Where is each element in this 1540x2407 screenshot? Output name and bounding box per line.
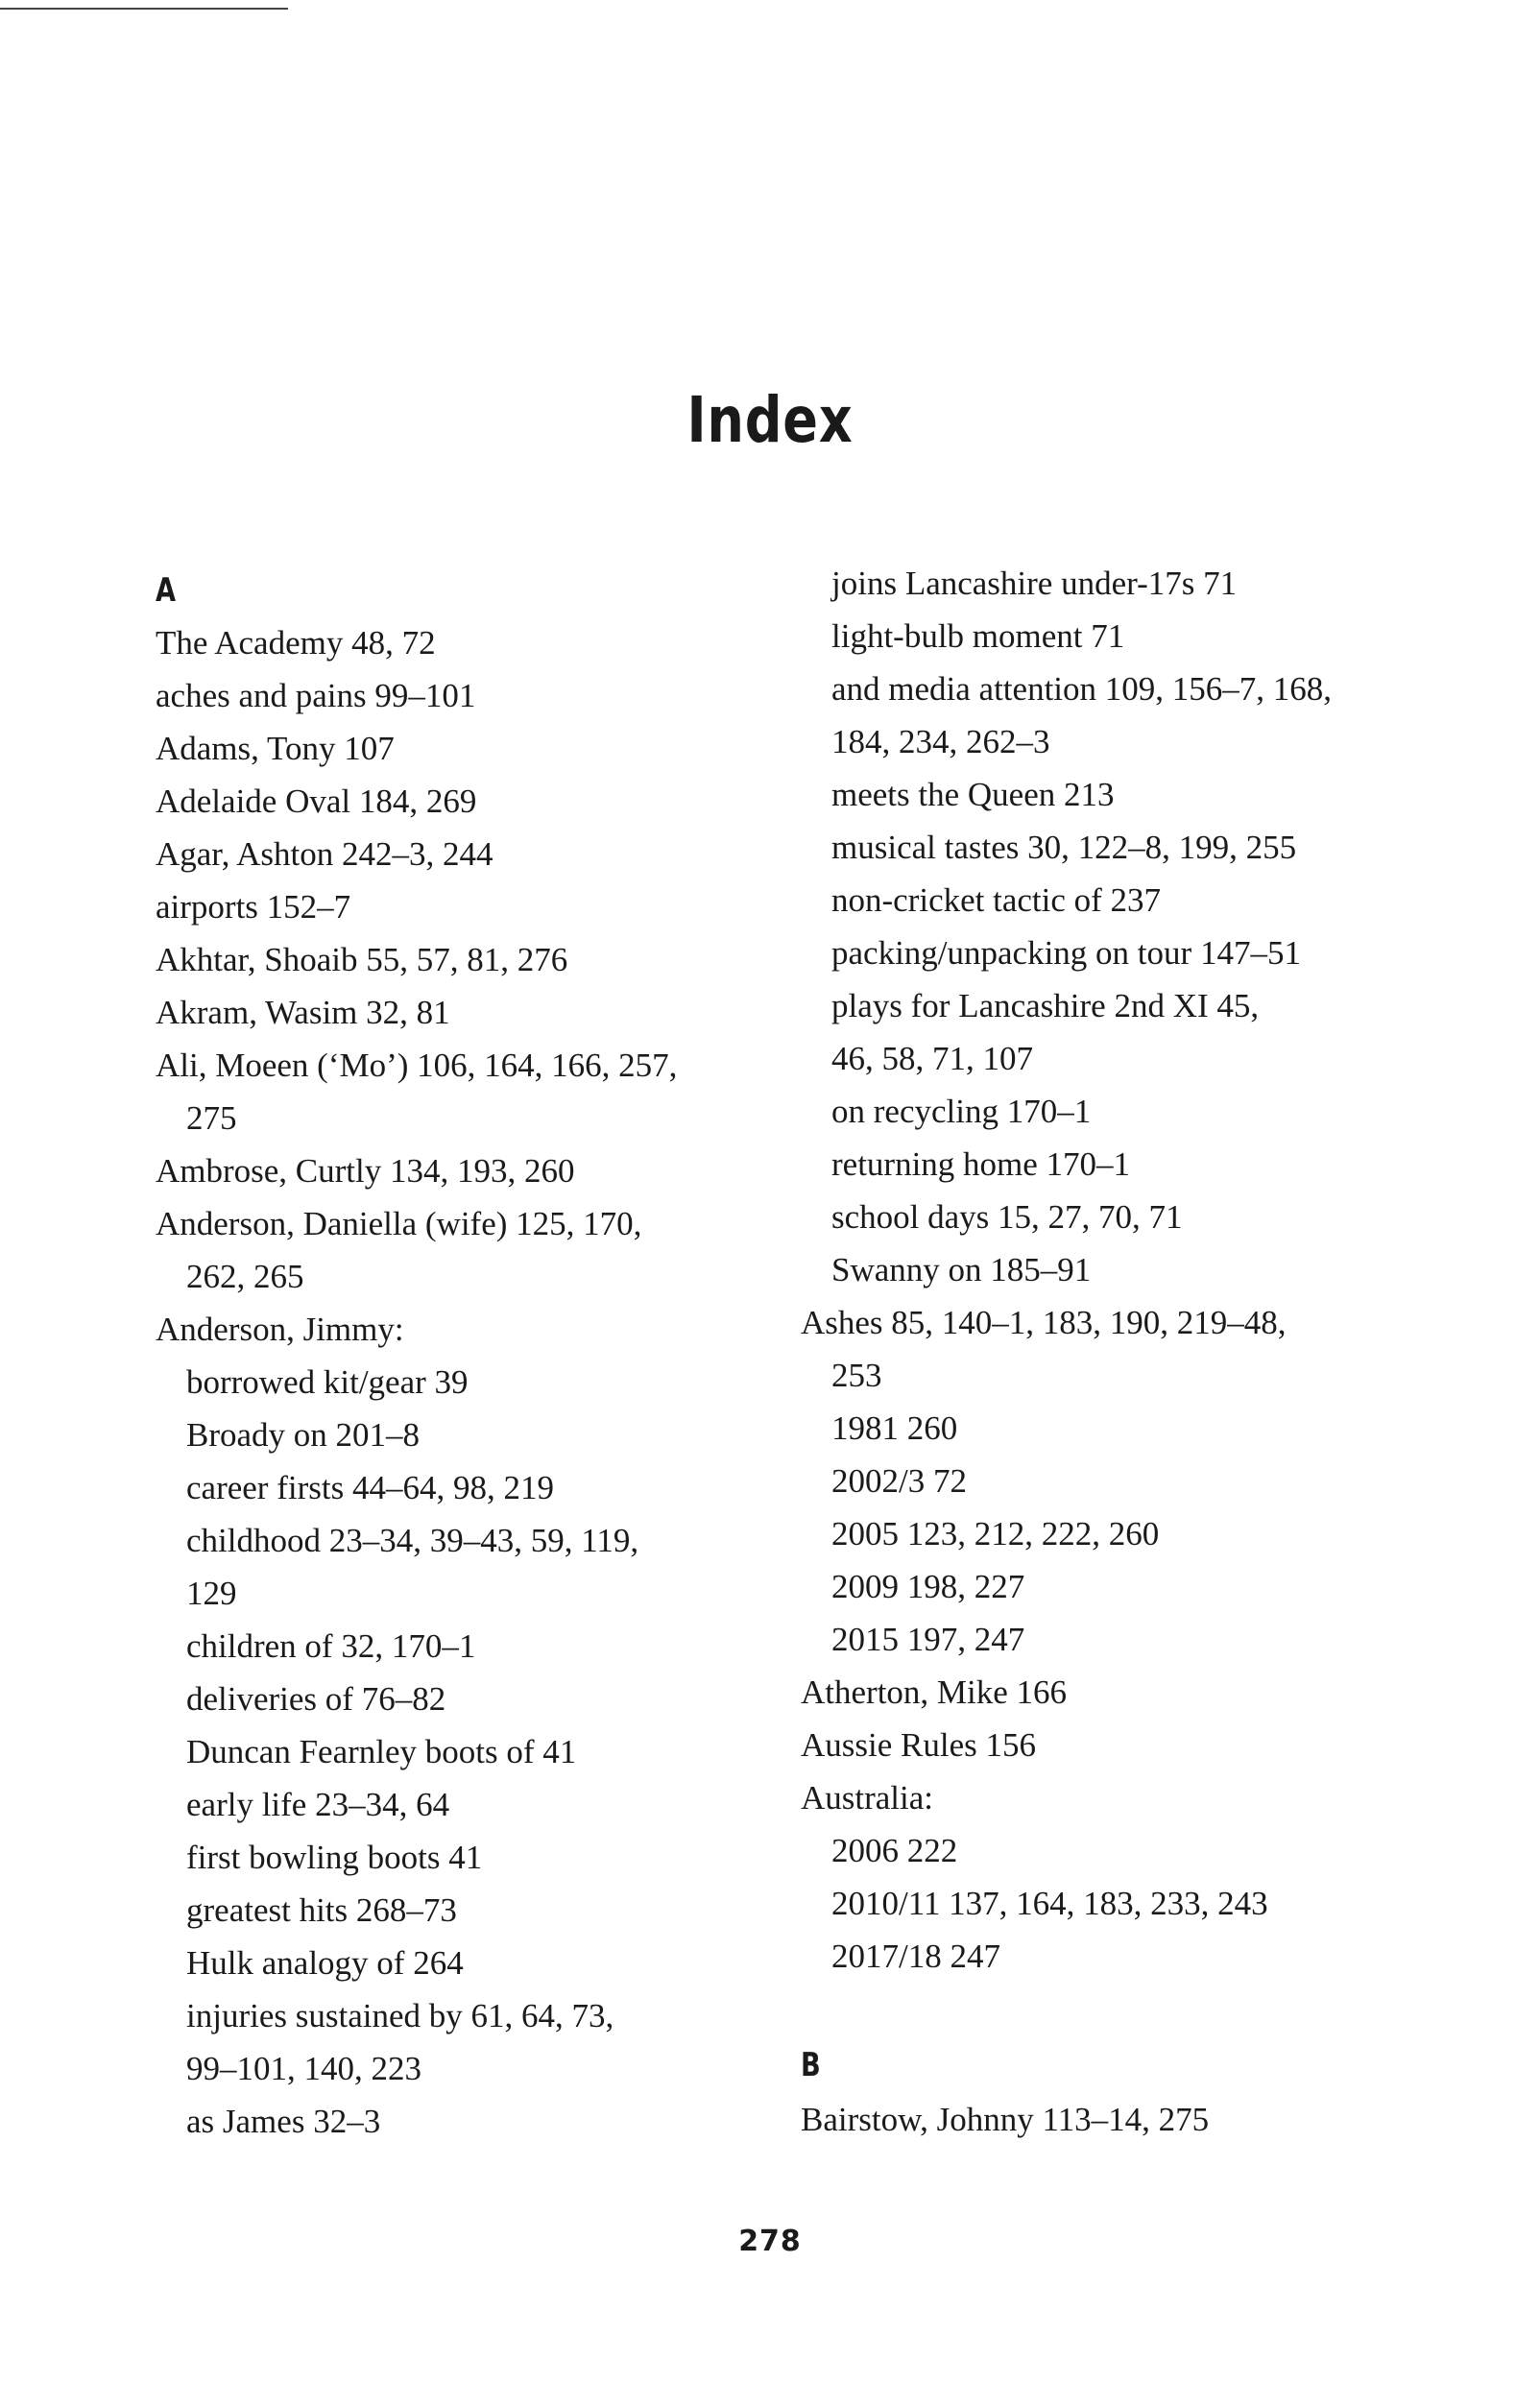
index-entry: Ambrose, Curtly 134, 193, 260 — [156, 1152, 575, 1190]
section-letter-a: A — [156, 571, 177, 610]
index-entry: Aussie Rules 156 — [801, 1726, 1036, 1764]
index-entry: airports 152–7 — [156, 888, 351, 926]
index-entry: Akram, Wasim 32, 81 — [156, 994, 450, 1031]
index-subentry: injuries sustained by 61, 64, 73, — [186, 1997, 614, 2034]
index-entry-continuation: 253 — [831, 1357, 882, 1394]
index-subentry: and media attention 109, 156–7, 168, — [831, 670, 1333, 708]
page-title: Index — [686, 383, 854, 457]
index-entry: Akhtar, Shoaib 55, 57, 81, 276 — [156, 941, 568, 978]
index-entry: Australia: — [801, 1779, 934, 1817]
index-subentry: first bowling boots 41 — [186, 1839, 483, 1876]
index-subentry: joins Lancashire under-17s 71 — [831, 565, 1238, 602]
index-subentry: 2017/18 247 — [831, 1938, 1000, 1975]
index-subentry: plays for Lancashire 2nd XI 45, — [831, 987, 1260, 1024]
index-entry-continuation: 262, 265 — [186, 1258, 304, 1295]
index-subentry: musical tastes 30, 122–8, 199, 255 — [831, 829, 1297, 866]
index-subentry: 2009 198, 227 — [831, 1568, 1025, 1605]
index-subentry: 2006 222 — [831, 1832, 958, 1869]
index-subentry: non-cricket tactic of 237 — [831, 881, 1162, 919]
top-rule — [0, 8, 288, 10]
index-subentry: 2015 197, 247 — [831, 1621, 1025, 1658]
index-subentry: deliveries of 76–82 — [186, 1680, 446, 1718]
index-subentry: 1981 260 — [831, 1409, 958, 1447]
index-entry-continuation: 275 — [186, 1099, 237, 1137]
index-entry: Ali, Moeen (‘Mo’) 106, 164, 166, 257, — [156, 1047, 678, 1084]
section-letter-b: B — [801, 2046, 821, 2084]
index-subentry-continuation: 129 — [186, 1575, 237, 1612]
index-entry: Adelaide Oval 184, 269 — [156, 782, 477, 820]
index-subentry: early life 23–34, 64 — [186, 1786, 450, 1823]
index-subentry: packing/unpacking on tour 147–51 — [831, 934, 1301, 972]
index-entry: Ashes 85, 140–1, 183, 190, 219–48, — [801, 1304, 1287, 1341]
index-subentry: on recycling 170–1 — [831, 1093, 1092, 1130]
index-subentry: returning home 170–1 — [831, 1145, 1131, 1183]
page-number: 278 — [738, 2225, 802, 2258]
index-entry: The Academy 48, 72 — [156, 624, 436, 662]
index-subentry: childhood 23–34, 39–43, 59, 119, — [186, 1522, 639, 1559]
index-subentry: Hulk analogy of 264 — [186, 1944, 464, 1982]
index-subentry: school days 15, 27, 70, 71 — [831, 1198, 1183, 1236]
index-subentry: Swanny on 185–91 — [831, 1251, 1092, 1288]
index-entry: Atherton, Mike 166 — [801, 1673, 1068, 1711]
index-subentry: Duncan Fearnley boots of 41 — [186, 1733, 577, 1770]
index-subentry-continuation: 184, 234, 262–3 — [831, 723, 1050, 760]
index-entry: Anderson, Jimmy: — [156, 1311, 404, 1348]
index-entry: Anderson, Daniella (wife) 125, 170, — [156, 1205, 642, 1242]
index-subentry-continuation: 46, 58, 71, 107 — [831, 1040, 1033, 1077]
index-subentry: career firsts 44–64, 98, 219 — [186, 1469, 554, 1506]
index-entry: Bairstow, Johnny 113–14, 275 — [801, 2101, 1210, 2138]
index-subentry: Broady on 201–8 — [186, 1416, 421, 1454]
index-subentry: borrowed kit/gear 39 — [186, 1363, 469, 1401]
index-subentry: 2010/11 137, 164, 183, 233, 243 — [831, 1885, 1268, 1922]
index-subentry: 2002/3 72 — [831, 1462, 967, 1500]
index-subentry: children of 32, 170–1 — [186, 1627, 476, 1665]
index-subentry: as James 32–3 — [186, 2103, 381, 2140]
index-subentry: greatest hits 268–73 — [186, 1891, 457, 1929]
index-subentry: 2005 123, 212, 222, 260 — [831, 1515, 1160, 1553]
index-entry: Agar, Ashton 242–3, 244 — [156, 835, 493, 873]
index-entry: aches and pains 99–101 — [156, 677, 476, 714]
index-subentry: meets the Queen 213 — [831, 776, 1115, 813]
index-subentry: light-bulb moment 71 — [831, 617, 1125, 655]
index-entry: Adams, Tony 107 — [156, 730, 395, 767]
index-subentry-continuation: 99–101, 140, 223 — [186, 2050, 421, 2087]
